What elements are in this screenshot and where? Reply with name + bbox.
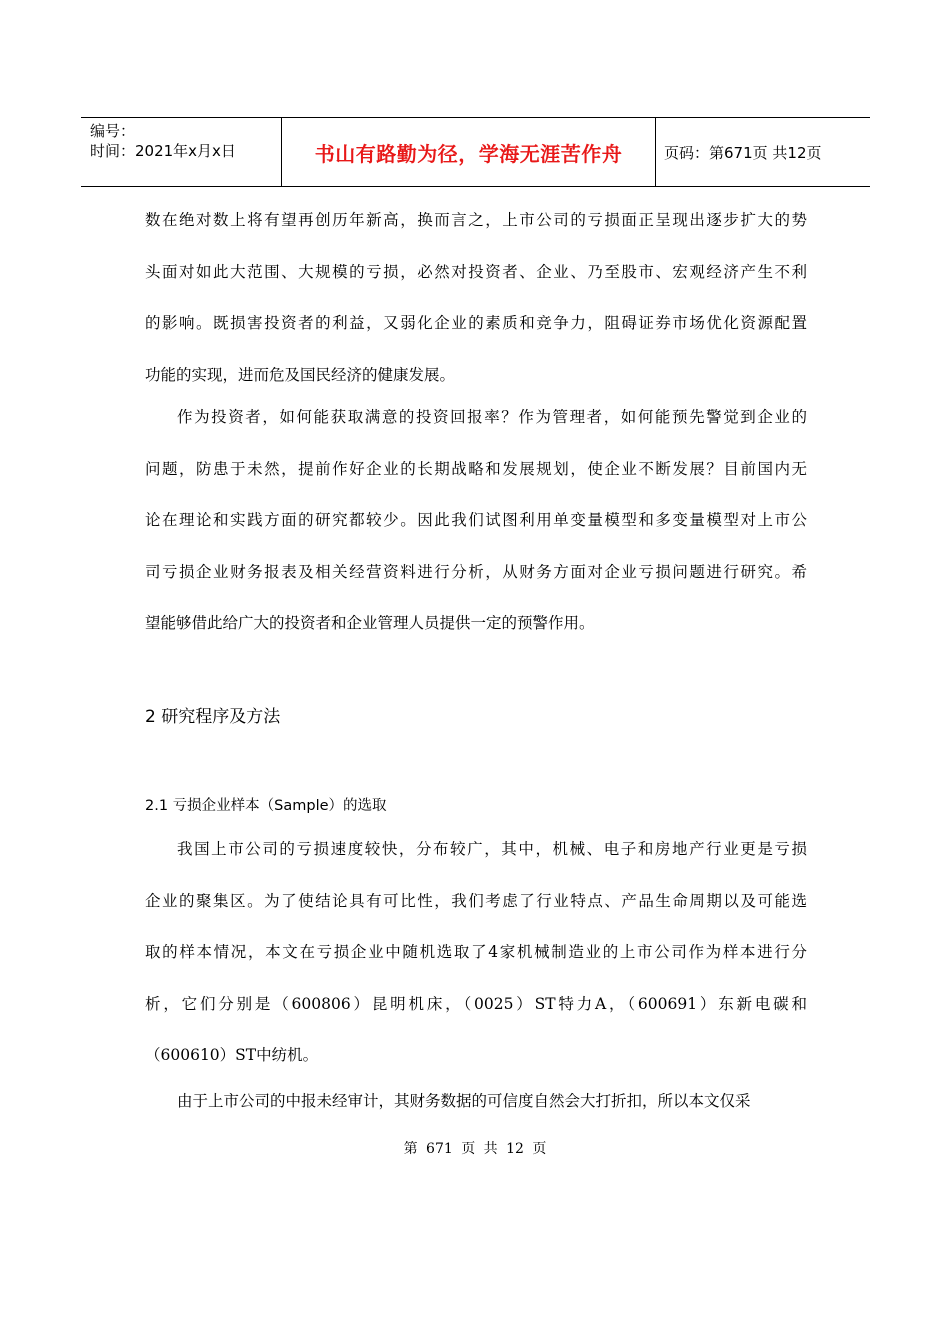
number-label: 编号： <box>90 122 136 140</box>
text-line: 论在理论和实践方面的研究都较少。因此我们试图利用单变量模型和多变量模型对上市公 <box>145 511 807 529</box>
section-heading-2: 2 研究程序及方法 <box>145 707 281 727</box>
page-header <box>81 117 870 187</box>
text-line: 数在绝对数上将有望再创历年新高，换而言之，上市公司的亏损面正呈现出逐步扩大的势 <box>145 211 807 229</box>
page-label: 页码：第671页 共12页 <box>664 143 822 162</box>
text-line: 析，它们分别是（600806）昆明机床，（0025）ST特力A，（600691）东新电碳和 <box>145 994 807 1013</box>
text-line: 企业的聚集区。为了使结论具有可比性，我们考虑了行业特点、产品生命周期以及可能选 <box>145 891 807 910</box>
paragraph-4 <box>145 1076 807 1128</box>
page-footer: 第 671 页 共 12 页 <box>403 1141 547 1157</box>
header-motto-cell <box>281 118 656 186</box>
text-line: 由于上市公司的中报未经审计，其财务数据的可信度自然会大打折扣，所以本文仅采 <box>177 1092 751 1110</box>
text-line: （600610）ST中纺机。 <box>145 1046 319 1064</box>
text-line: 问题，防患于未然，提前作好企业的长期战略和发展规划，使企业不断发展？目前国内无 <box>145 459 807 478</box>
header-meta <box>81 118 281 186</box>
paragraph-3 <box>145 824 807 1082</box>
motto: 书山有路勤为径，学海无涯苦作舟 <box>314 141 623 166</box>
text-line: 望能够借此给广大的投资者和企业管理人员提供一定的预警作用。 <box>145 614 595 632</box>
section-heading-2-1: 2.1 亏损企业样本（Sample）的选取 <box>145 798 387 814</box>
text-line: 的影响。既损害投资者的利益，又弱化企业的素质和竞争力，阻碍证券市场优化资源配置 <box>145 314 807 332</box>
header-page-cell <box>656 118 870 186</box>
text-line: 功能的实现，进而危及国民经济的健康发展。 <box>145 365 456 384</box>
text-line: 司亏损企业财务报表及相关经营资料进行分析，从财务方面对企业亏损问题进行研究。希 <box>145 562 807 581</box>
text-line: 取的样本情况，本文在亏损企业中随机选取了4家机械制造业的上市公司作为样本进行分 <box>145 943 807 961</box>
time-label: 时间：2021年x月x日 <box>90 142 236 160</box>
text-line: 作为投资者，如何能获取满意的投资回报率？作为管理者，如何能预先警觉到企业的 <box>177 408 807 426</box>
text-line: 头面对如此大范围、大规模的亏损，必然对投资者、企业、乃至股市、宏观经济产生不利 <box>145 262 807 281</box>
text-line: 我国上市公司的亏损速度较快，分布较广，其中，机械、电子和房地产行业更是亏损 <box>177 840 807 858</box>
paragraph-1 <box>145 195 807 401</box>
paragraph-2 <box>145 392 807 650</box>
